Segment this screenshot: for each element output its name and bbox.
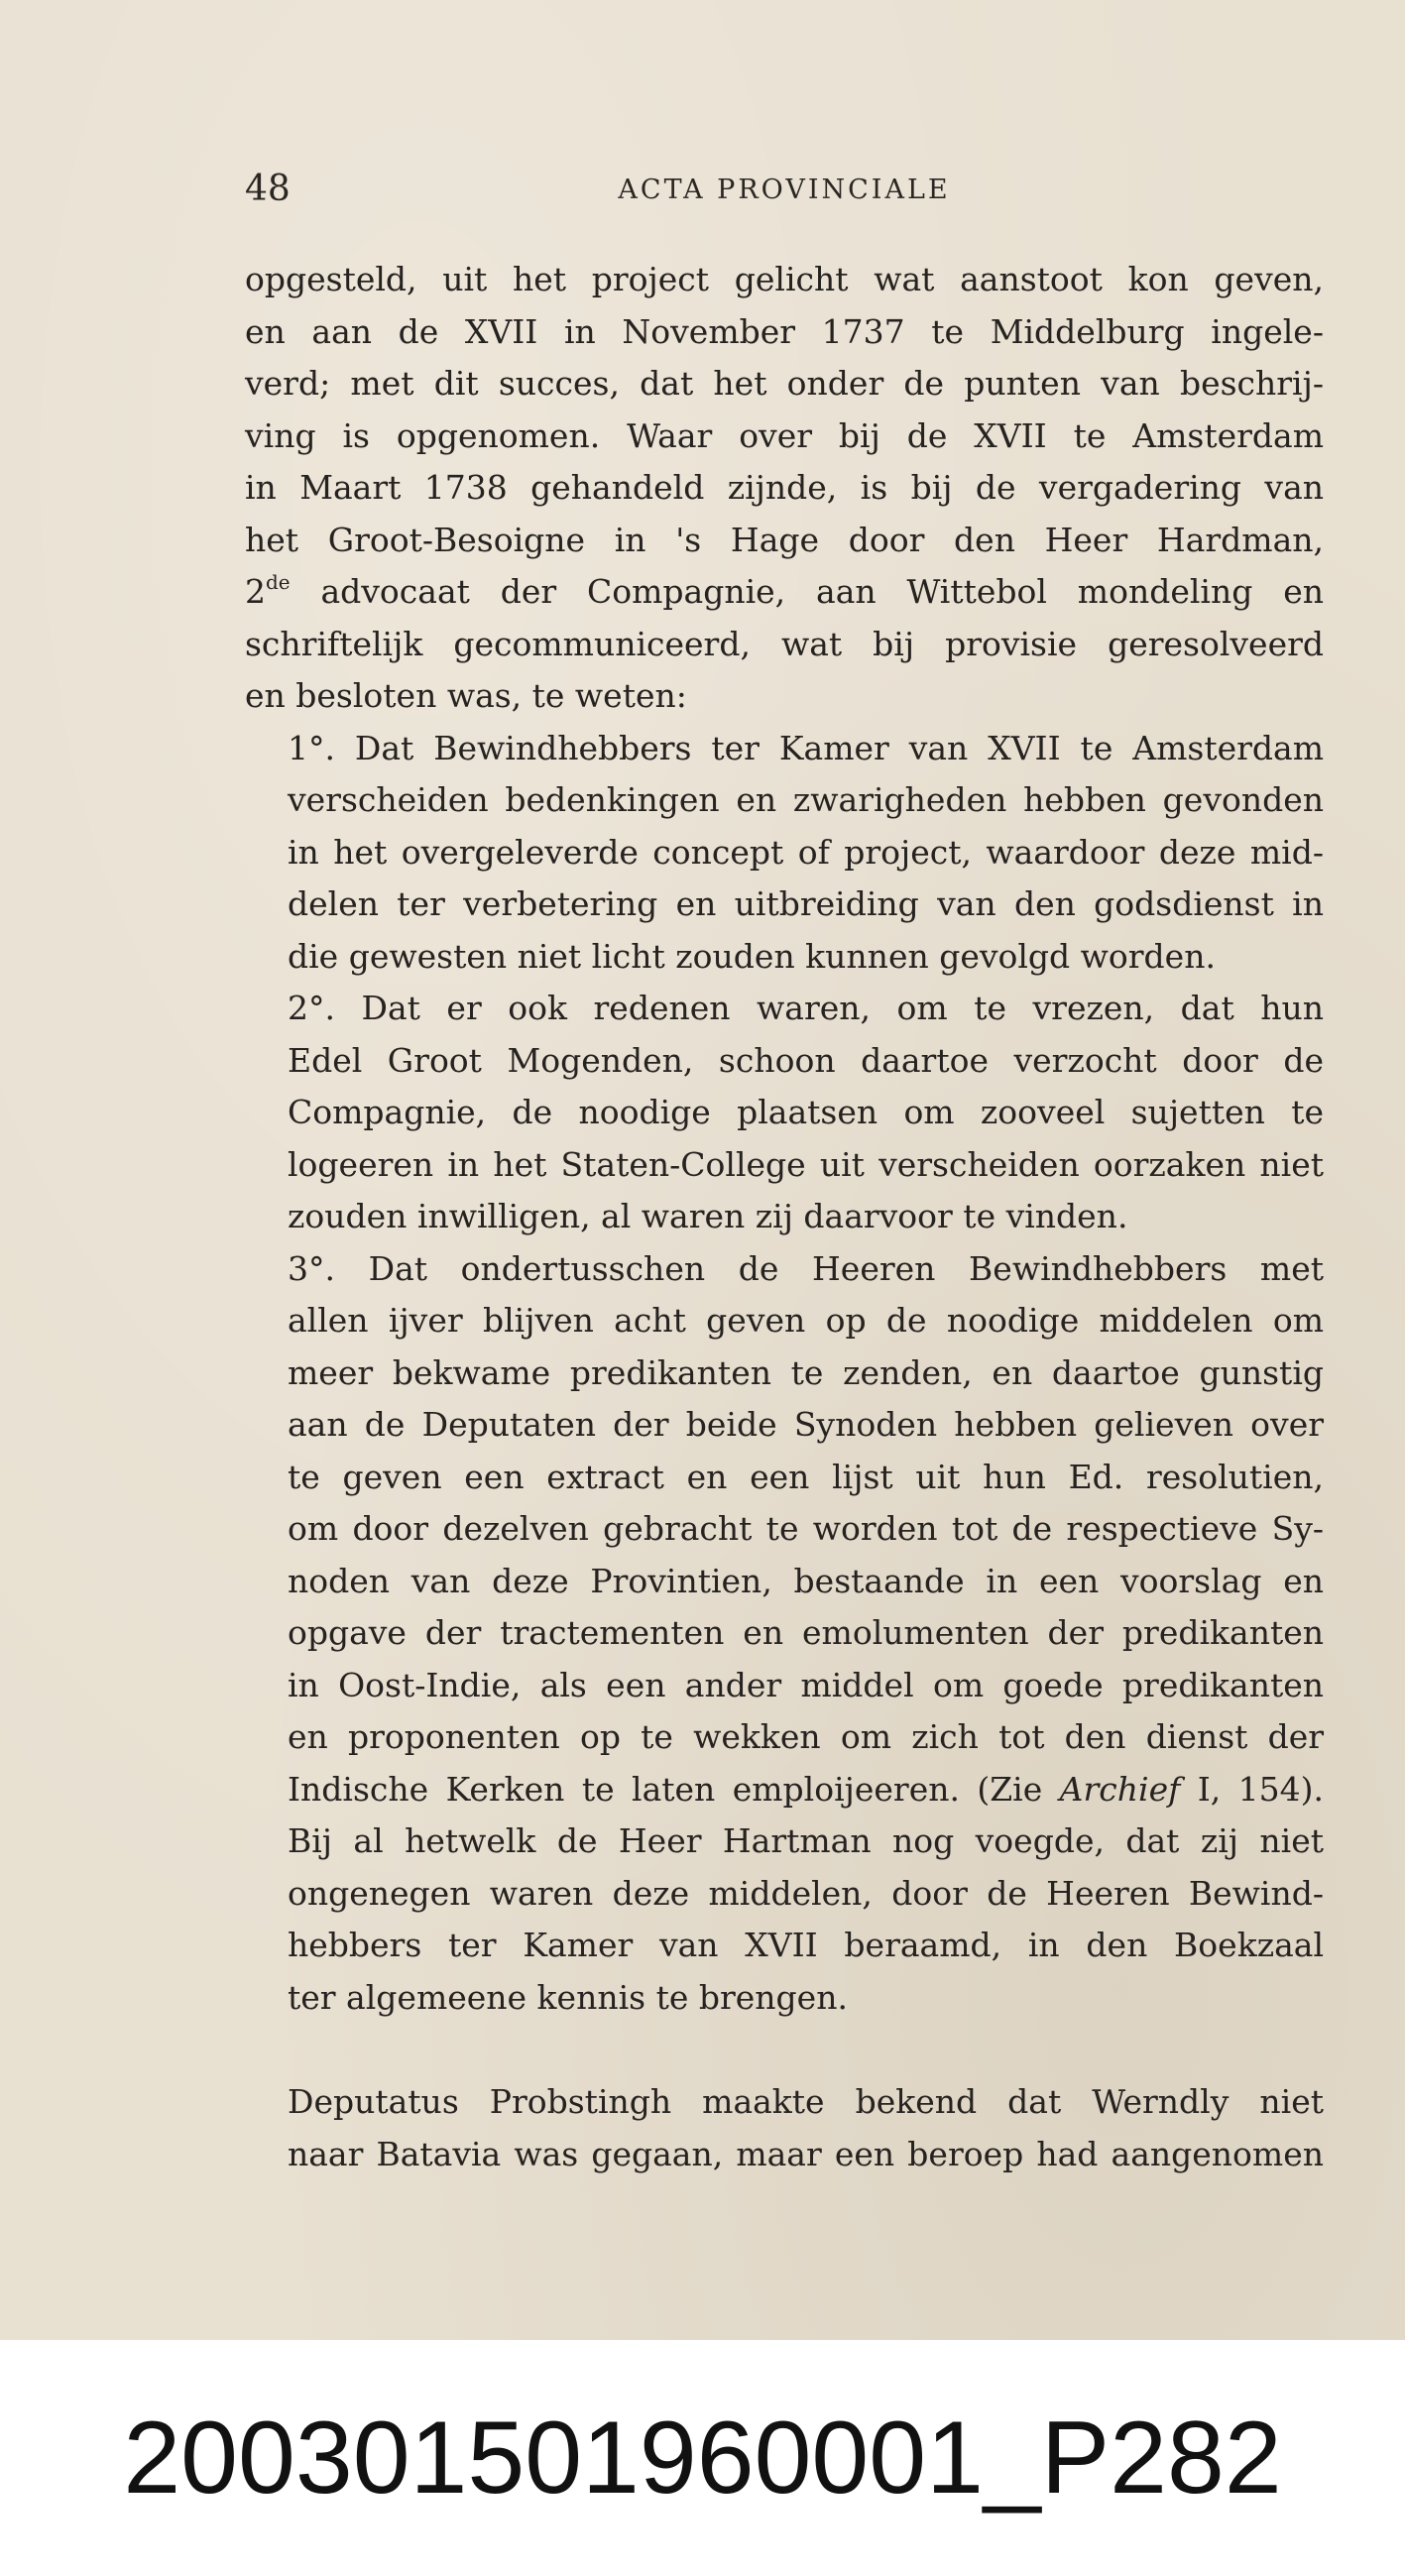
text-line: in Maart 1738 gehandeld zijnde, is bij de vergadering van	[245, 468, 1324, 507]
text-line: Edel Groot Mogenden, schoon daartoe verzocht door de	[288, 1040, 1324, 1080]
text-line: ving is opgenomen. Waar over bij de XVII te Amsterdam	[245, 415, 1324, 455]
paragraph-probstingh	[245, 2076, 1324, 2180]
text-line: logeeren in het Staten-College uit verscheiden oorzaken niet	[288, 1144, 1324, 1184]
text-line: te geven een extract en een lijst uit hun Ed. resolutien,	[288, 1457, 1324, 1496]
text-line: en besloten was, te weten:	[245, 676, 687, 715]
paragraph-gap	[245, 2024, 1324, 2076]
text-line: noden van deze Provintien, bestaande in een voorslag en	[288, 1561, 1324, 1600]
text-line: Deputatus Probstingh maakte bekend dat Werndly niet	[288, 2082, 1324, 2121]
text-line: om door dezelven gebracht te worden tot de respectieve Sy-	[288, 1509, 1324, 1548]
scan-identifier: 20030150196000​1_P282	[123, 2400, 1282, 2516]
text-line: 1°. Dat Bewindhebbers ter Kamer van XVII te Amsterdam	[288, 728, 1324, 767]
paragraph-hartman	[245, 1815, 1324, 2024]
paragraph-intro	[245, 254, 1324, 723]
text-fragment: 2	[245, 572, 266, 611]
text-fragment: Indische Kerken te laten emploijeeren. (Zie	[288, 1769, 1060, 1809]
text-line	[245, 566, 1324, 619]
italic-title: Archief	[1059, 1769, 1181, 1809]
text-line: verd; met dit succes, dat het onder de punten van beschrij-	[245, 364, 1324, 403]
text-fragment: advocaat der Compagnie, aan Wittebol mondeling en	[290, 572, 1324, 611]
text-line: en proponenten op te wekken om zich tot den dienst der	[288, 1717, 1324, 1756]
superscript: de	[266, 570, 291, 594]
text-line: Compagnie, de noodige plaatsen om zooveel sujetten te	[288, 1093, 1324, 1131]
text-line: allen ijver blijven acht geven op de noodige middelen om	[288, 1301, 1324, 1340]
text-line: ongenegen waren deze middelen, door de Heeren Bewind-	[288, 1873, 1324, 1913]
page-header	[245, 169, 1324, 216]
text-line: aan de Deputaten der beide Synoden hebben gelieven over	[288, 1405, 1324, 1444]
text-line: opgave der tractementen en emolumenten der predikanten	[288, 1613, 1324, 1652]
text-fragment: I, 154).	[1180, 1769, 1325, 1809]
text-line: en aan de XVII in November 1737 te Middelburg ingele-	[245, 311, 1324, 351]
text-line: opgesteld, uit het project gelicht wat aanstoot kon geven,	[245, 260, 1324, 298]
text-line: ter algemeene kennis te brengen.	[288, 1977, 848, 2017]
text-line: die gewesten niet licht zouden kunnen gevolgd worden.	[288, 936, 1216, 976]
text-line: hebbers ter Kamer van XVII beraamd, in den Boekzaal	[288, 1926, 1324, 1964]
paragraph-point-2	[245, 983, 1324, 1243]
text-line: het Groot-Besoigne in 's Hage door den Heer Hardman,	[245, 520, 1324, 559]
body-text	[245, 254, 1324, 2180]
text-line: 3°. Dat ondertusschen de Heeren Bewindhebbers met	[288, 1248, 1324, 1288]
text-line: zouden inwilligen, al waren zij daarvoor te vinden.	[288, 1197, 1128, 1235]
text-line: 2°. Dat er ook redenen waren, om te vrezen, dat hun	[288, 989, 1324, 1027]
text-line: delen ter verbetering en uitbreiding van den godsdienst in	[288, 884, 1324, 923]
text-line: meer bekwame predikanten te zenden, en daartoe gunstig	[288, 1352, 1324, 1392]
text-line: verscheiden bedenkingen en zwarigheden hebben gevonden	[288, 780, 1324, 819]
text-line: in Oost-Indie, als een ander middel om goede predikanten	[288, 1665, 1324, 1704]
running-title: ACTA PROVINCIALE	[618, 175, 951, 205]
text-line: schriftelijk gecommuniceerd, wat bij provisie geresolveerd	[245, 624, 1324, 663]
page-number: 48	[245, 169, 291, 209]
text-line: naar Batavia was gegaan, maar een beroep had aangenomen	[288, 2134, 1324, 2173]
paragraph-point-3	[245, 1243, 1324, 1816]
text-line: in het overgeleverde concept of project, waardoor deze mid-	[288, 832, 1324, 872]
paragraph-point-1	[245, 723, 1324, 984]
text-line: Bij al hetwelk de Heer Hartman nog voegde, dat zij niet	[288, 1821, 1324, 1860]
text-line	[245, 1764, 1324, 1816]
